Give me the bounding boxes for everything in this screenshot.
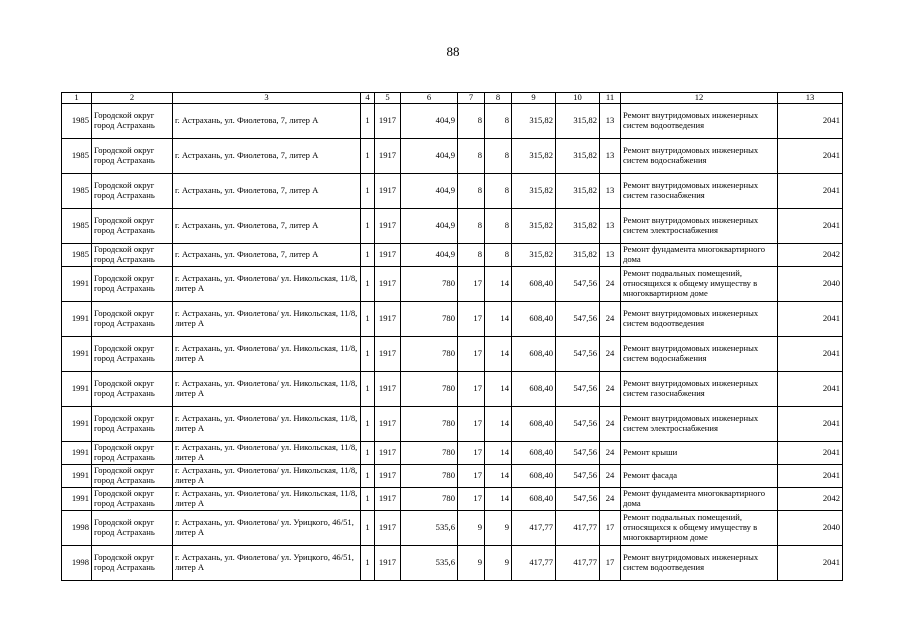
cell-floors: 13 <box>600 104 621 139</box>
cell-residents: 14 <box>485 407 512 442</box>
table-row <box>62 104 843 139</box>
cell-residents: 14 <box>485 267 512 302</box>
table-row <box>62 511 843 546</box>
cell-count: 1 <box>361 174 375 209</box>
cell-address: г. Астрахань, ул. Фиолетова/ ул. Никольская, 11/8, литер А <box>173 337 361 372</box>
cell-municipality: Городской округ город Астрахань <box>92 442 173 465</box>
cell-owned-area: 547,56 <box>556 372 600 407</box>
cell-municipality: Городской округ город Астрахань <box>92 267 173 302</box>
cell-built-year: 1917 <box>375 139 401 174</box>
cell-residents: 14 <box>485 337 512 372</box>
column-header-12: 12 <box>621 93 778 104</box>
cell-built-year: 1917 <box>375 465 401 488</box>
cell-address: г. Астрахань, ул. Фиолетова/ ул. Никольская, 11/8, литер А <box>173 372 361 407</box>
cell-built-year: 1917 <box>375 209 401 244</box>
cell-year: 1985 <box>62 174 92 209</box>
cell-residents: 8 <box>485 104 512 139</box>
cell-count: 1 <box>361 337 375 372</box>
cell-year: 1985 <box>62 139 92 174</box>
cell-apartments: 17 <box>458 267 485 302</box>
header-row <box>62 93 843 104</box>
cell-area: 535,6 <box>401 546 458 581</box>
cell-living-area: 608,40 <box>512 267 556 302</box>
cell-owned-area: 315,82 <box>556 209 600 244</box>
table-row <box>62 337 843 372</box>
cell-area: 780 <box>401 407 458 442</box>
cell-owned-area: 315,82 <box>556 104 600 139</box>
cell-planned-year: 2041 <box>778 174 843 209</box>
cell-municipality: Городской округ город Астрахань <box>92 209 173 244</box>
cell-planned-year: 2042 <box>778 488 843 511</box>
cell-residents: 8 <box>485 209 512 244</box>
cell-owned-area: 547,56 <box>556 337 600 372</box>
table-body <box>62 104 843 581</box>
cell-living-area: 608,40 <box>512 302 556 337</box>
cell-year: 1991 <box>62 465 92 488</box>
cell-floors: 24 <box>600 488 621 511</box>
cell-count: 1 <box>361 465 375 488</box>
cell-municipality: Городской округ город Астрахань <box>92 372 173 407</box>
column-header-2: 2 <box>92 93 173 104</box>
cell-living-area: 608,40 <box>512 465 556 488</box>
cell-residents: 9 <box>485 546 512 581</box>
cell-planned-year: 2041 <box>778 442 843 465</box>
cell-apartments: 17 <box>458 407 485 442</box>
column-header-11: 11 <box>600 93 621 104</box>
cell-living-area: 417,77 <box>512 511 556 546</box>
cell-apartments: 8 <box>458 174 485 209</box>
cell-built-year: 1917 <box>375 174 401 209</box>
cell-planned-year: 2041 <box>778 465 843 488</box>
cell-apartments: 8 <box>458 104 485 139</box>
column-header-10: 10 <box>556 93 600 104</box>
cell-year: 1985 <box>62 209 92 244</box>
cell-area: 780 <box>401 465 458 488</box>
cell-work-type: Ремонт внутридомовых инженерных систем водоотведения <box>621 302 778 337</box>
cell-apartments: 8 <box>458 244 485 267</box>
cell-count: 1 <box>361 267 375 302</box>
cell-municipality: Городской округ город Астрахань <box>92 337 173 372</box>
cell-planned-year: 2042 <box>778 244 843 267</box>
cell-municipality: Городской округ город Астрахань <box>92 244 173 267</box>
table-row <box>62 465 843 488</box>
table-row <box>62 302 843 337</box>
cell-apartments: 17 <box>458 372 485 407</box>
cell-work-type: Ремонт внутридомовых инженерных систем водоснабжения <box>621 337 778 372</box>
cell-area: 780 <box>401 337 458 372</box>
cell-living-area: 315,82 <box>512 244 556 267</box>
cell-year: 1991 <box>62 372 92 407</box>
cell-living-area: 608,40 <box>512 372 556 407</box>
cell-owned-area: 315,82 <box>556 244 600 267</box>
cell-built-year: 1917 <box>375 302 401 337</box>
cell-address: г. Астрахань, ул. Фиолетова/ ул. Никольская, 11/8, литер А <box>173 442 361 465</box>
cell-address: г. Астрахань, ул. Фиолетова, 7, литер А <box>173 244 361 267</box>
cell-area: 780 <box>401 267 458 302</box>
cell-address: г. Астрахань, ул. Фиолетова/ ул. Никольская, 11/8, литер А <box>173 488 361 511</box>
cell-address: г. Астрахань, ул. Фиолетова/ ул. Никольская, 11/8, литер А <box>173 465 361 488</box>
cell-year: 1991 <box>62 337 92 372</box>
cell-planned-year: 2041 <box>778 546 843 581</box>
cell-apartments: 9 <box>458 511 485 546</box>
cell-owned-area: 315,82 <box>556 139 600 174</box>
cell-built-year: 1917 <box>375 407 401 442</box>
cell-municipality: Городской округ город Астрахань <box>92 465 173 488</box>
cell-planned-year: 2040 <box>778 511 843 546</box>
column-header-7: 7 <box>458 93 485 104</box>
cell-floors: 13 <box>600 174 621 209</box>
cell-work-type: Ремонт фундамента многоквартирного дома <box>621 244 778 267</box>
cell-year: 1991 <box>62 442 92 465</box>
cell-living-area: 315,82 <box>512 139 556 174</box>
cell-count: 1 <box>361 442 375 465</box>
cell-residents: 8 <box>485 174 512 209</box>
table-row <box>62 209 843 244</box>
cell-built-year: 1917 <box>375 267 401 302</box>
table-row <box>62 372 843 407</box>
cell-municipality: Городской округ город Астрахань <box>92 302 173 337</box>
column-header-4: 4 <box>361 93 375 104</box>
cell-municipality: Городской округ город Астрахань <box>92 511 173 546</box>
cell-owned-area: 547,56 <box>556 442 600 465</box>
cell-residents: 8 <box>485 139 512 174</box>
table-row <box>62 546 843 581</box>
cell-built-year: 1917 <box>375 511 401 546</box>
cell-municipality: Городской округ город Астрахань <box>92 104 173 139</box>
cell-floors: 13 <box>600 209 621 244</box>
cell-living-area: 608,40 <box>512 488 556 511</box>
cell-residents: 14 <box>485 465 512 488</box>
cell-owned-area: 417,77 <box>556 546 600 581</box>
cell-work-type: Ремонт внутридомовых инженерных систем газоснабжения <box>621 174 778 209</box>
cell-planned-year: 2041 <box>778 372 843 407</box>
cell-living-area: 608,40 <box>512 442 556 465</box>
cell-floors: 24 <box>600 442 621 465</box>
cell-planned-year: 2041 <box>778 407 843 442</box>
cell-floors: 24 <box>600 407 621 442</box>
cell-residents: 14 <box>485 302 512 337</box>
cell-floors: 24 <box>600 465 621 488</box>
cell-area: 780 <box>401 372 458 407</box>
cell-owned-area: 547,56 <box>556 302 600 337</box>
repair-schedule-table <box>61 92 843 581</box>
cell-year: 1991 <box>62 302 92 337</box>
cell-residents: 14 <box>485 442 512 465</box>
cell-living-area: 315,82 <box>512 104 556 139</box>
cell-count: 1 <box>361 209 375 244</box>
cell-address: г. Астрахань, ул. Фиолетова/ ул. Никольская, 11/8, литер А <box>173 407 361 442</box>
cell-address: г. Астрахань, ул. Фиолетова/ ул. Урицкого, 46/51, литер А <box>173 511 361 546</box>
cell-area: 780 <box>401 302 458 337</box>
cell-residents: 14 <box>485 372 512 407</box>
cell-apartments: 17 <box>458 465 485 488</box>
cell-floors: 13 <box>600 244 621 267</box>
cell-area: 404,9 <box>401 104 458 139</box>
cell-floors: 24 <box>600 267 621 302</box>
cell-work-type: Ремонт крыши <box>621 442 778 465</box>
cell-living-area: 417,77 <box>512 546 556 581</box>
cell-owned-area: 547,56 <box>556 488 600 511</box>
table-row <box>62 442 843 465</box>
cell-owned-area: 315,82 <box>556 174 600 209</box>
cell-municipality: Городской округ город Астрахань <box>92 174 173 209</box>
cell-address: г. Астрахань, ул. Фиолетова/ ул. Урицкого, 46/51, литер А <box>173 546 361 581</box>
cell-area: 780 <box>401 442 458 465</box>
cell-living-area: 315,82 <box>512 209 556 244</box>
cell-work-type: Ремонт подвальных помещений, относящихся к общему имуществу в многоквартирном доме <box>621 267 778 302</box>
table-row <box>62 488 843 511</box>
cell-count: 1 <box>361 488 375 511</box>
cell-apartments: 17 <box>458 302 485 337</box>
cell-count: 1 <box>361 302 375 337</box>
column-header-13: 13 <box>778 93 843 104</box>
cell-municipality: Городской округ город Астрахань <box>92 407 173 442</box>
cell-floors: 24 <box>600 337 621 372</box>
cell-floors: 24 <box>600 372 621 407</box>
cell-work-type: Ремонт фундамента многоквартирного дома <box>621 488 778 511</box>
cell-count: 1 <box>361 511 375 546</box>
cell-address: г. Астрахань, ул. Фиолетова/ ул. Никольская, 11/8, литер А <box>173 267 361 302</box>
cell-address: г. Астрахань, ул. Фиолетова, 7, литер А <box>173 104 361 139</box>
cell-count: 1 <box>361 546 375 581</box>
cell-work-type: Ремонт подвальных помещений, относящихся к общему имуществу в многоквартирном доме <box>621 511 778 546</box>
cell-residents: 9 <box>485 511 512 546</box>
cell-built-year: 1917 <box>375 244 401 267</box>
cell-floors: 24 <box>600 302 621 337</box>
table-row <box>62 407 843 442</box>
cell-work-type: Ремонт фасада <box>621 465 778 488</box>
cell-area: 404,9 <box>401 209 458 244</box>
cell-apartments: 17 <box>458 488 485 511</box>
cell-area: 404,9 <box>401 244 458 267</box>
table-row <box>62 267 843 302</box>
cell-planned-year: 2041 <box>778 337 843 372</box>
cell-work-type: Ремонт внутридомовых инженерных систем электроснабжения <box>621 209 778 244</box>
cell-apartments: 17 <box>458 442 485 465</box>
cell-year: 1991 <box>62 488 92 511</box>
cell-owned-area: 547,56 <box>556 407 600 442</box>
cell-municipality: Городской округ город Астрахань <box>92 139 173 174</box>
column-header-1: 1 <box>62 93 92 104</box>
cell-apartments: 8 <box>458 139 485 174</box>
cell-count: 1 <box>361 104 375 139</box>
column-header-9: 9 <box>512 93 556 104</box>
cell-planned-year: 2040 <box>778 267 843 302</box>
column-header-6: 6 <box>401 93 458 104</box>
cell-planned-year: 2041 <box>778 104 843 139</box>
cell-built-year: 1917 <box>375 372 401 407</box>
cell-work-type: Ремонт внутридомовых инженерных систем водоотведения <box>621 104 778 139</box>
cell-built-year: 1917 <box>375 442 401 465</box>
cell-municipality: Городской округ город Астрахань <box>92 488 173 511</box>
table-row <box>62 174 843 209</box>
cell-apartments: 17 <box>458 337 485 372</box>
cell-work-type: Ремонт внутридомовых инженерных систем электроснабжения <box>621 407 778 442</box>
cell-area: 404,9 <box>401 139 458 174</box>
cell-residents: 14 <box>485 488 512 511</box>
cell-floors: 17 <box>600 511 621 546</box>
column-header-5: 5 <box>375 93 401 104</box>
cell-year: 1991 <box>62 407 92 442</box>
cell-built-year: 1917 <box>375 546 401 581</box>
cell-living-area: 315,82 <box>512 174 556 209</box>
cell-planned-year: 2041 <box>778 139 843 174</box>
cell-work-type: Ремонт внутридомовых инженерных систем водоснабжения <box>621 139 778 174</box>
cell-floors: 13 <box>600 139 621 174</box>
cell-built-year: 1917 <box>375 337 401 372</box>
cell-apartments: 8 <box>458 209 485 244</box>
cell-count: 1 <box>361 244 375 267</box>
cell-floors: 17 <box>600 546 621 581</box>
cell-address: г. Астрахань, ул. Фиолетова, 7, литер А <box>173 209 361 244</box>
cell-year: 1985 <box>62 104 92 139</box>
cell-area: 404,9 <box>401 174 458 209</box>
cell-year: 1991 <box>62 267 92 302</box>
cell-built-year: 1917 <box>375 104 401 139</box>
cell-owned-area: 547,56 <box>556 267 600 302</box>
cell-area: 780 <box>401 488 458 511</box>
cell-owned-area: 547,56 <box>556 465 600 488</box>
cell-planned-year: 2041 <box>778 302 843 337</box>
cell-residents: 8 <box>485 244 512 267</box>
cell-year: 1985 <box>62 244 92 267</box>
cell-address: г. Астрахань, ул. Фиолетова/ ул. Никольская, 11/8, литер А <box>173 302 361 337</box>
cell-count: 1 <box>361 139 375 174</box>
cell-year: 1998 <box>62 511 92 546</box>
cell-owned-area: 417,77 <box>556 511 600 546</box>
page-number: 88 <box>446 44 460 59</box>
cell-built-year: 1917 <box>375 488 401 511</box>
cell-year: 1998 <box>62 546 92 581</box>
cell-living-area: 608,40 <box>512 337 556 372</box>
cell-apartments: 9 <box>458 546 485 581</box>
column-header-3: 3 <box>173 93 361 104</box>
cell-address: г. Астрахань, ул. Фиолетова, 7, литер А <box>173 174 361 209</box>
cell-municipality: Городской округ город Астрахань <box>92 546 173 581</box>
table-row <box>62 244 843 267</box>
cell-work-type: Ремонт внутридомовых инженерных систем водоотведения <box>621 546 778 581</box>
cell-count: 1 <box>361 407 375 442</box>
column-header-8: 8 <box>485 93 512 104</box>
cell-living-area: 608,40 <box>512 407 556 442</box>
cell-work-type: Ремонт внутридомовых инженерных систем газоснабжения <box>621 372 778 407</box>
cell-address: г. Астрахань, ул. Фиолетова, 7, литер А <box>173 139 361 174</box>
cell-count: 1 <box>361 372 375 407</box>
table-row <box>62 139 843 174</box>
cell-area: 535,6 <box>401 511 458 546</box>
cell-planned-year: 2041 <box>778 209 843 244</box>
